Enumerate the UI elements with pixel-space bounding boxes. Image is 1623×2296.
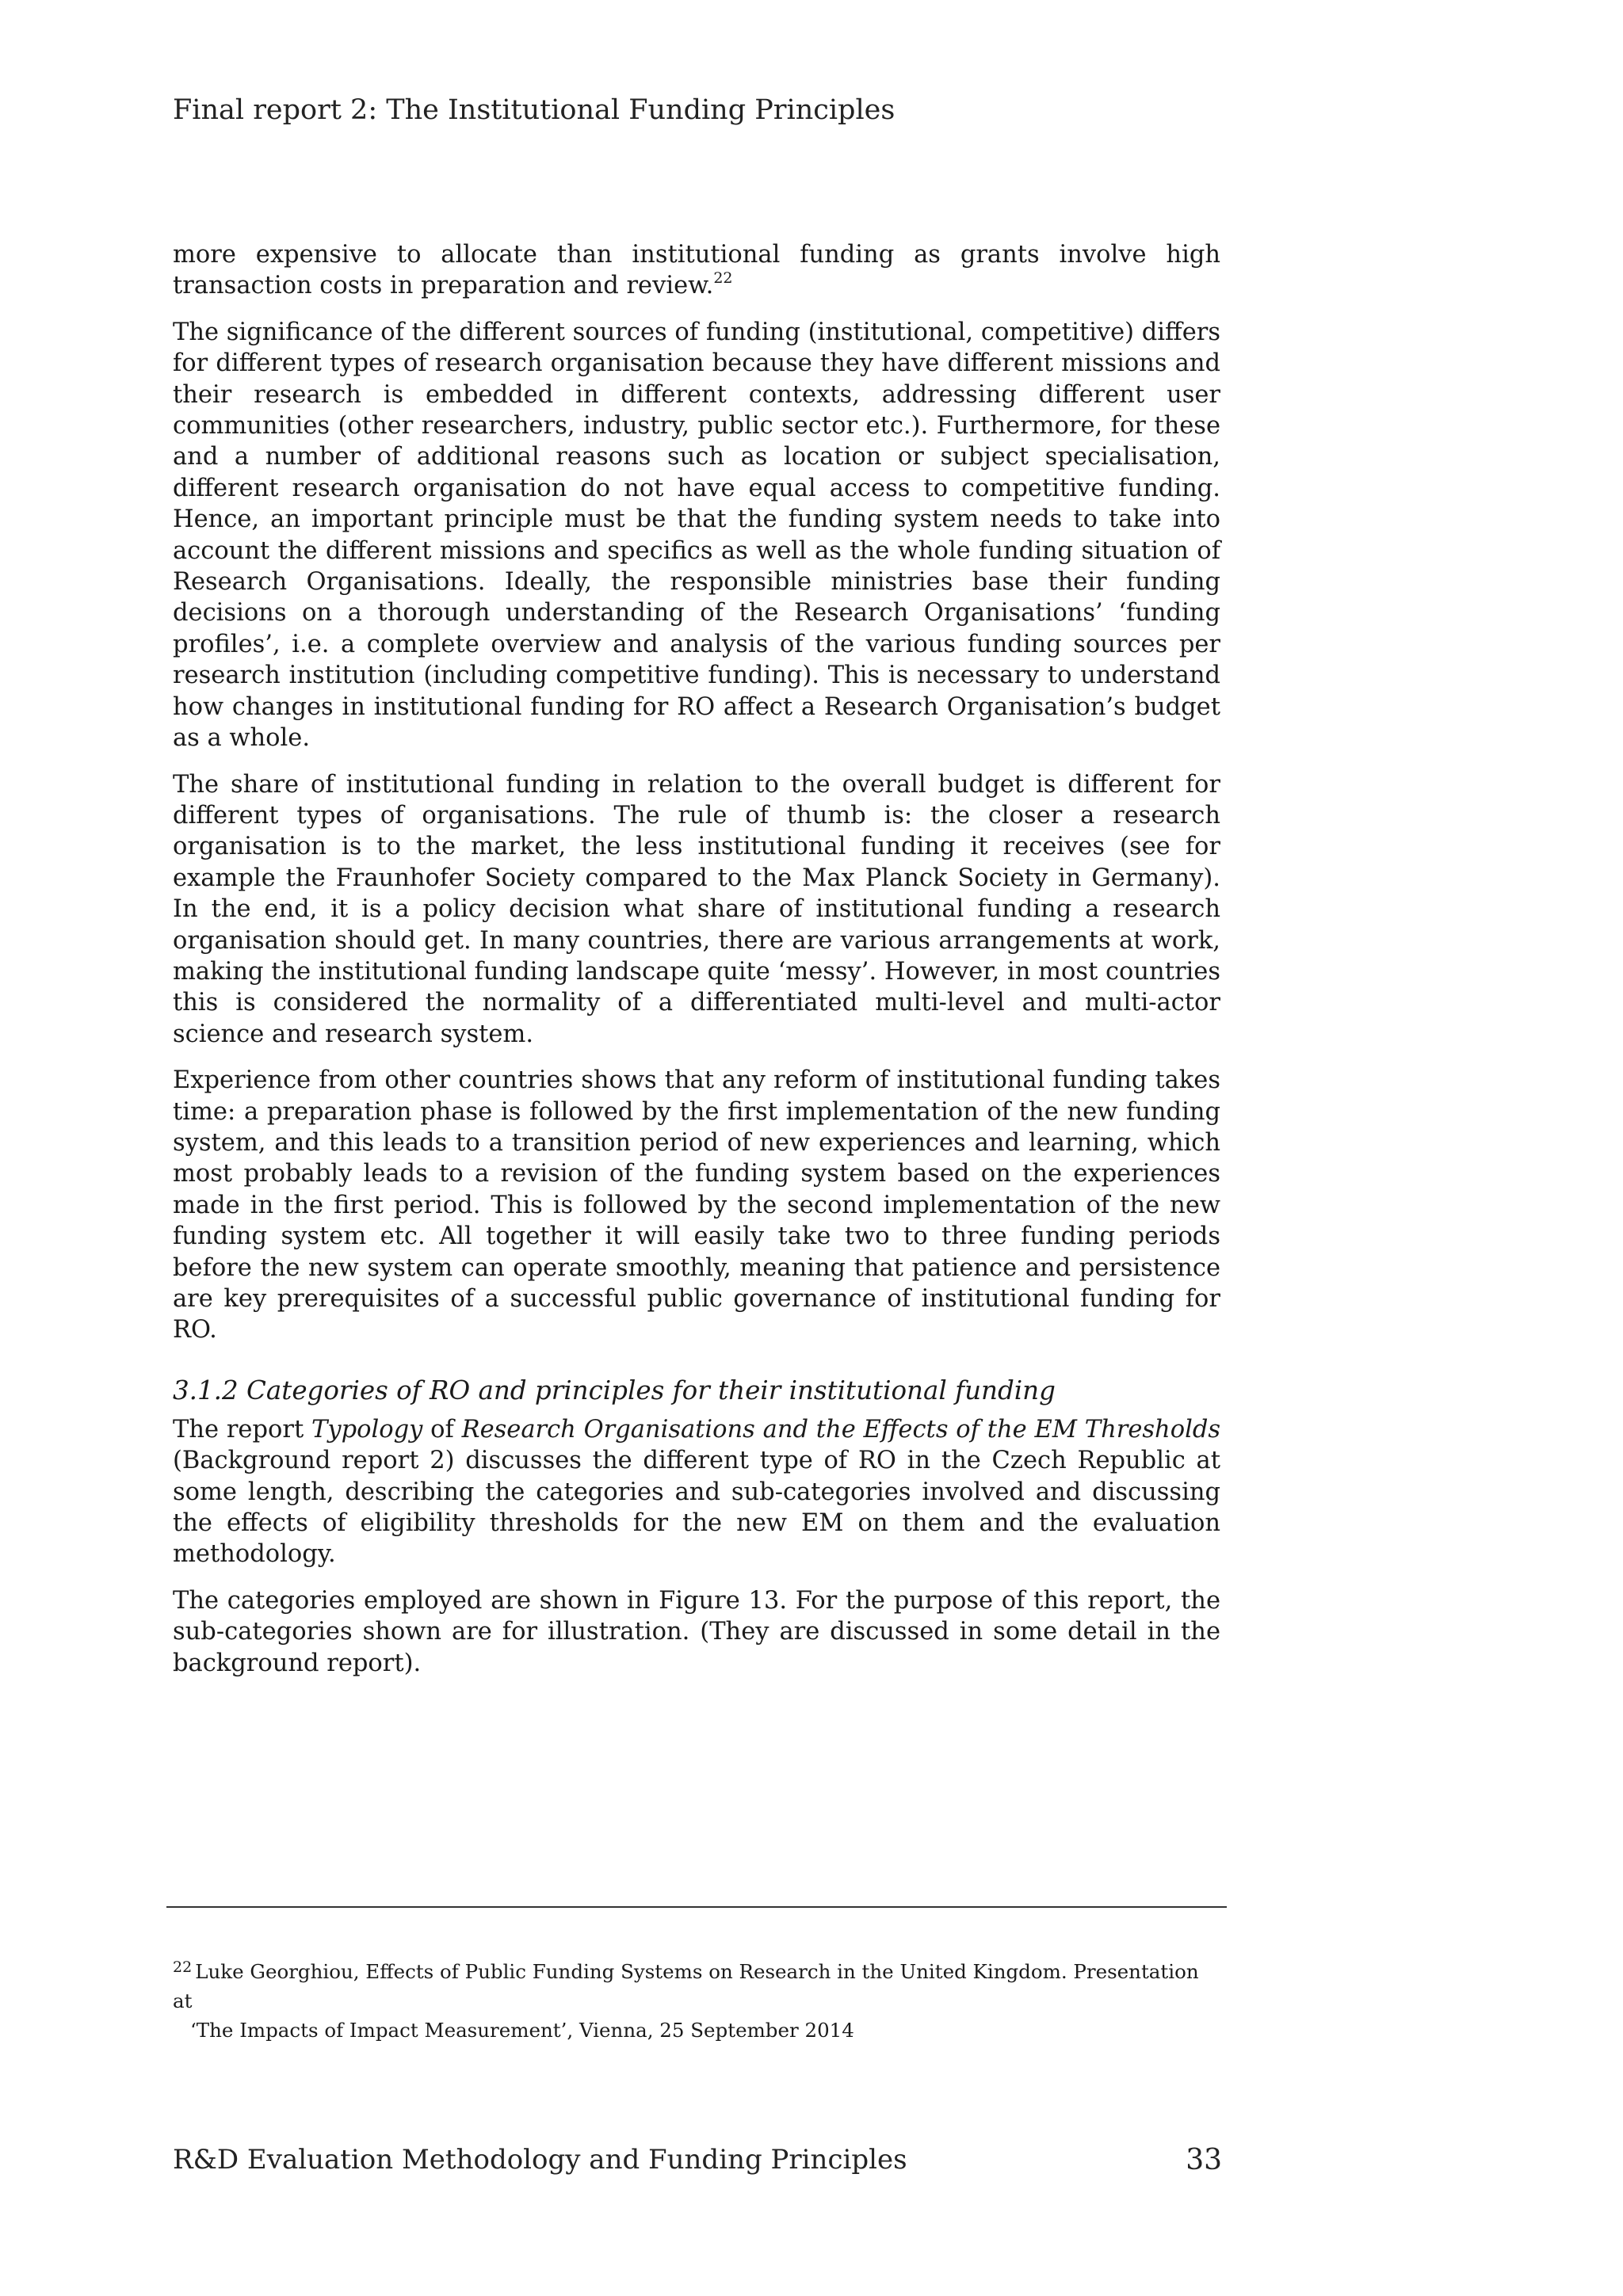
footnote-line-2: ‘The Impacts of Impact Measurement’, Vienna, 25 September 2014: [190, 2019, 854, 2042]
running-footer: R&D Evaluation Methodology and Funding Principles: [173, 2144, 907, 2176]
paragraph-text: more expensive to allocate than institutional funding as grants involve high transaction costs in preparation and review.: [173, 241, 1220, 300]
running-header: Final report 2: The Institutional Funding Principles: [173, 94, 896, 126]
paragraph-categories: The categories employed are shown in Figure 13. For the purpose of this report, the sub-categories shown are for illustration. (They are discussed in some detail in the background report).: [173, 1586, 1220, 1677]
paragraph-typology-report: [173, 1414, 1220, 1570]
paragraph-reform-experience: Experience from other countries shows that any reform of institutional funding takes time: a preparation phase is followed by the first implementation of the new funding system, and this leads to a transition period of new experiences and learning, which most probably leads to a revision of the funding system based on the experiences made in the first period. This is followed by the second implementation of the new funding system etc. All together it will easily take two to three funding periods before the new system can operate smoothly, meaning that patience and persistence are key prerequisites of a successful public governance of institutional funding for RO.: [173, 1066, 1220, 1344]
typology-mid: of: [422, 1415, 462, 1444]
footnote-reference[interactable]: 22: [713, 269, 733, 288]
typology-lead: The report: [173, 1415, 312, 1444]
paragraph-funding-sources: The significance of the different sources of funding (institutional, competitive) differs for different types of research organisation because they have different missions and their research is embedded in different contexts, addressing different user communities (other researchers, industry, public sector etc.). Furthermore, for these and a number of additional reasons such as location or subject specialisation, different research organisation do not have equal access to competitive funding. Hence, an important principle must be that the funding system needs to take into account the different missions and specifics as well as the whole funding situation of Research Organisations. Ideally, the responsible ministries base their funding decisions on a thorough understanding of the Research Organisations’ ‘funding profiles’, i.e. a complete overview and analysis of the various funding sources per research institution (including competitive funding). This is necessary to understand how changes in institutional funding for RO affect a Research Organisation’s budget as a whole.: [173, 318, 1220, 753]
page-number: 33: [1186, 2144, 1222, 2176]
typology-rest: (Background report 2) discusses the different type of RO in the Czech Republic at some length, describing the categories and sub-categories involved and discussing the effects of eligibility thresholds for the new EM on them and the evaluation methodology.: [173, 1447, 1220, 1569]
typology-title-italic-1: Typology: [311, 1415, 423, 1444]
footnote-number: 22: [173, 1958, 193, 1976]
footnote-text-1: Luke Georghiou, Effects of Public Funding Systems on Research in the United Kingdom. Presentation at: [173, 1960, 1199, 2012]
section-subheading: 3.1.2 Categories of RO and principles for their institutional funding: [173, 1375, 1056, 1405]
paragraph-continuation: [173, 239, 1220, 302]
main-content: [173, 239, 1220, 1694]
footnote-divider: [166, 1906, 1227, 1908]
paragraph-funding-share: The share of institutional funding in relation to the overall budget is different for different types of organisations. The rule of thumb is: the closer a research organisation is to the market, the less institutional funding it receives (see for example the Fraunhofer Society compared to the Max Planck Society in Germany). In the end, it is a policy decision what share of institutional funding a research organisation should get. In many countries, there are various arrangements at work, making the institutional funding landscape quite ‘messy’. However, in most countries this is considered the normality of a differentiated multi-level and multi-actor science and research system.: [173, 770, 1220, 1048]
footnote-22: [173, 1957, 1220, 2045]
footnote-line-1: [173, 1957, 1220, 2016]
typology-title-italic-2: Research Organisations and the Effects of the EM Thresholds: [461, 1415, 1220, 1444]
